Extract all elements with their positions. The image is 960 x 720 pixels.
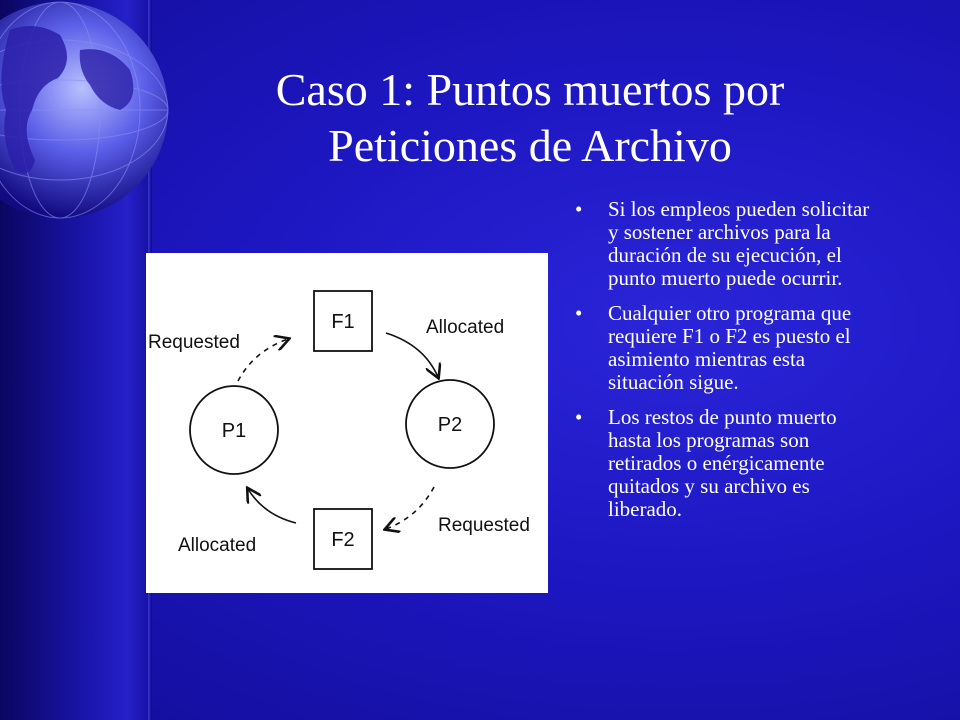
bullet-list <box>575 198 885 533</box>
bullet-item: • Los restos de punto muerto hasta los programas son retirados o enérgicamente quitados y su archivo es liberado. <box>575 406 885 521</box>
title-line-2: Peticiones de Archivo <box>328 120 732 171</box>
bullet-item: • Cualquier otro programa que requiere F1 o F2 es puesto el asimiento mientras esta situación sigue. <box>575 302 885 394</box>
node-p2-label: P2 <box>437 414 463 436</box>
edge-p1-f1 <box>238 339 288 381</box>
bullet-item: • Si los empleos pueden solicitar y sostener archivos para la duración de su ejecución, el punto muerto puede ocurrir. <box>575 198 885 290</box>
node-f1-label: F1 <box>331 311 355 333</box>
title-line-1: Caso 1: Puntos muertos por <box>275 64 785 115</box>
slide-title <box>170 62 890 174</box>
edge-label-requested-bottom: Requested <box>438 515 530 536</box>
edge-label-requested-top: Requested <box>148 332 240 353</box>
globe-icon <box>0 0 180 230</box>
edge-f2-p1 <box>248 489 296 523</box>
node-p1-label: P1 <box>221 420 247 442</box>
node-f2-label: F2 <box>331 529 355 551</box>
edge-f1-p2 <box>386 333 438 377</box>
edge-label-allocated-top: Allocated <box>426 317 505 338</box>
edge-label-allocated-bottom: Allocated <box>178 535 257 556</box>
deadlock-diagram <box>146 253 548 593</box>
edge-p2-f2 <box>386 487 434 529</box>
